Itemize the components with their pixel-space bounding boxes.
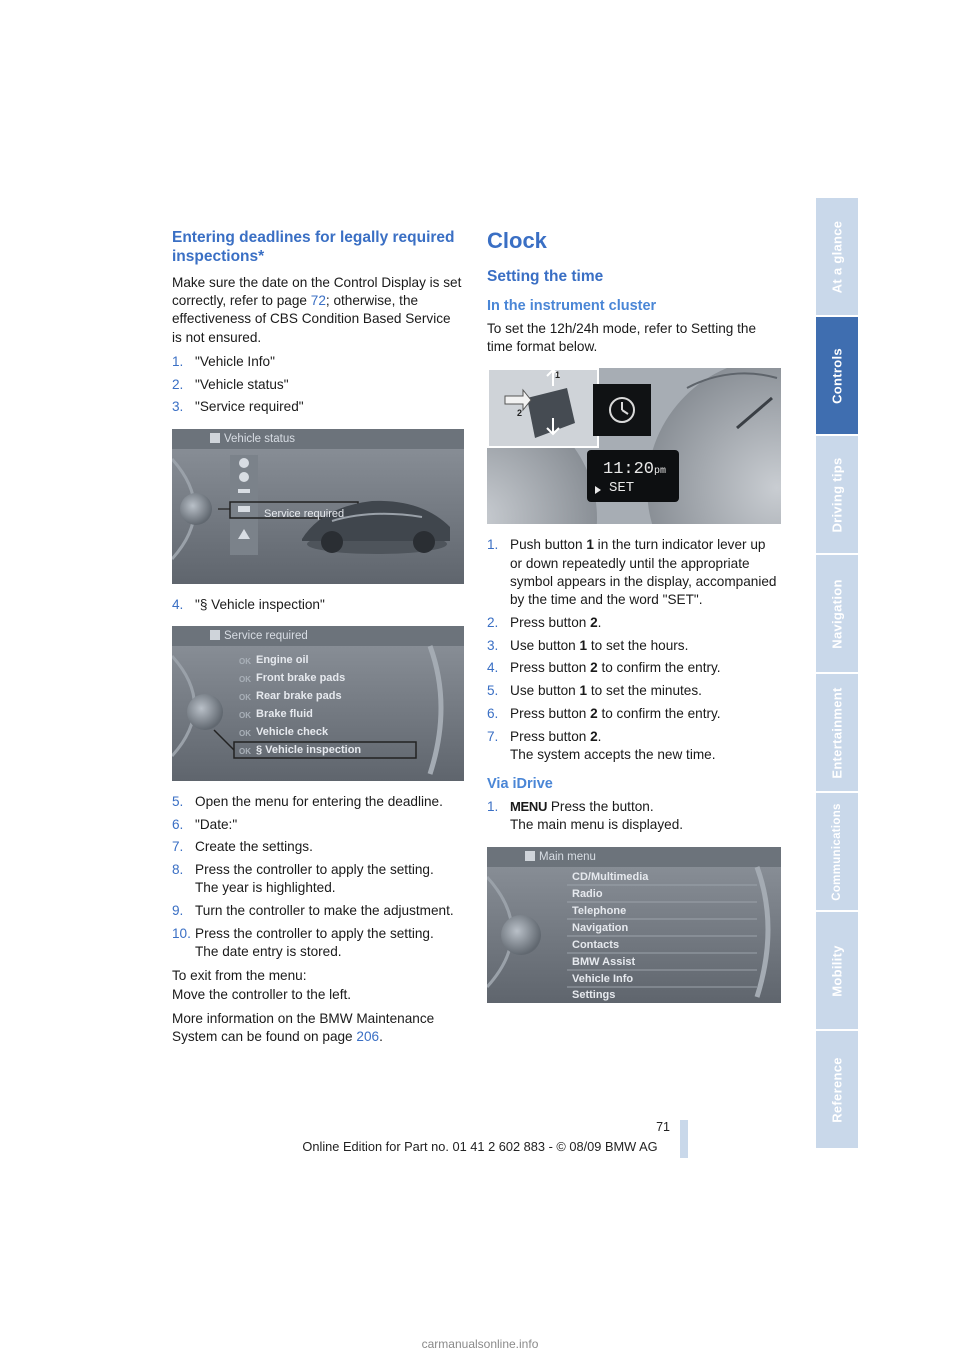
menu-item: Rear brake pads [256, 689, 342, 702]
section-heading-inspections: Entering deadlines for legally required inspections* [172, 229, 455, 265]
setting-time-heading: Setting the time [487, 268, 604, 285]
steps-list-a [172, 353, 464, 417]
service-required-screen [172, 626, 464, 781]
button-label-2: 2 [517, 408, 523, 419]
vehicle-status-graphic [172, 429, 464, 584]
more-info-paragraph: More information on the BMW Maintenance System can be found on page 206. [172, 1010, 435, 1045]
page-number: 71 [656, 1120, 670, 1134]
vehicle-status-screen [172, 429, 464, 584]
list-item: 7. Create the settings. [172, 839, 313, 855]
service-required-graphic [172, 626, 464, 781]
list-item: 6. Press button 2 to confirm the entry. [487, 706, 721, 721]
list-item: 3. "Service required" [172, 399, 304, 415]
list-item: 7. Press button 2. The system accepts the new time. [487, 728, 716, 762]
menu-item: CD/Multimedia [572, 870, 649, 883]
menu-item-selected: § Vehicle inspection [256, 743, 362, 756]
list-item: 2. Press button 2. [487, 614, 602, 630]
clock-title: Clock [487, 228, 547, 253]
ok-icon: OK [239, 692, 251, 702]
cluster-set-label: SET [609, 480, 635, 497]
tab-communications[interactable]: Communications [816, 793, 858, 912]
screen-title: Vehicle status [224, 432, 295, 445]
tab-driving-tips[interactable]: Driving tips [816, 436, 858, 555]
intro-paragraph: Make sure the date on the Control Display is set correctly, refer to page 72; otherwise, the effectiveness of CBS Condition Based Service is not ensured. [172, 275, 462, 345]
watermark-text: carmanualsonline.info [421, 1337, 539, 1351]
list-item: 4. Press button 2 to confirm the entry. [487, 660, 721, 676]
exit-paragraph: To exit from the menu: Move the controller to the left. [172, 968, 352, 1002]
menu-item: Brake fluid [256, 707, 313, 720]
screen-title: Main menu [539, 850, 596, 863]
menu-item: Engine oil [256, 653, 309, 666]
list-item: 1. "Vehicle Info" [172, 353, 275, 369]
instrument-cluster-image [487, 368, 781, 524]
ok-icon: OK [239, 728, 251, 738]
list-item: 4. "§ Vehicle inspection" [172, 596, 325, 612]
footer-text: Online Edition for Part no. 01 41 2 602 883 - © 08/09 BMW AG [302, 1139, 658, 1154]
highlighted-menu-item: Service required [264, 507, 345, 520]
page-link-72[interactable]: 72 [310, 293, 326, 309]
menu-button-icon: MENU [510, 799, 548, 815]
list-item: 3. Use button 1 to set the hours. [487, 637, 689, 653]
list-item: 6. "Date:" [172, 816, 238, 832]
list-item: 9. Turn the controller to make the adjustment. [172, 903, 454, 919]
ok-icon: OK [239, 656, 251, 666]
cluster-time-readout: 11:20pm [603, 460, 667, 480]
via-idrive-heading: Via iDrive [487, 776, 553, 793]
menu-item: Settings [572, 988, 616, 1001]
page-link-206[interactable]: 206 [356, 1029, 380, 1045]
menu-item: Vehicle check [256, 725, 329, 738]
tab-mobility[interactable]: Mobility [816, 912, 858, 1031]
list-item: 8. Press the controller to apply the setting. The year is highlighted. [172, 862, 434, 896]
menu-item: BMW Assist [572, 955, 636, 968]
idrive-steps-list [487, 798, 781, 834]
main-menu-screen [487, 847, 781, 1003]
menu-item: Front brake pads [256, 671, 346, 684]
chapter-tabs [816, 198, 858, 1150]
cluster-intro: To set the 12h/24h mode, refer to Setting the time format below. [487, 321, 757, 355]
menu-item: Vehicle Info [572, 972, 634, 985]
tab-controls[interactable]: Controls [816, 317, 858, 436]
ok-icon: OK [239, 674, 251, 684]
left-column [172, 228, 464, 1052]
tab-reference[interactable]: Reference [816, 1031, 858, 1150]
right-column [487, 228, 781, 1015]
screen-title: Service required [224, 629, 308, 642]
steps-list-b [172, 793, 464, 962]
button-label-1: 1 [555, 370, 561, 381]
list-item: 2. "Vehicle status" [172, 376, 289, 392]
list-item: 1. Push button 1 in the turn indicator lever up or down repeatedly until the appropriate symbol appears in the display, accompanied by the time and the word "SET". [487, 537, 777, 608]
list-item: 10. Press the controller to apply the setting. The date entry is stored. [172, 926, 434, 960]
ok-icon: OK [239, 710, 251, 720]
menu-item: Telephone [572, 904, 627, 917]
instrument-cluster-graphic [487, 368, 781, 524]
menu-item: Contacts [572, 938, 620, 951]
menu-item: Radio [572, 887, 603, 900]
list-item: 1. MENU Press the button. The main menu is displayed. [487, 799, 684, 833]
menu-item: Navigation [572, 921, 629, 934]
tab-entertainment[interactable]: Entertainment [816, 674, 858, 793]
instrument-cluster-heading: In the instrument cluster [487, 298, 657, 314]
list-item: 5. Use button 1 to set the minutes. [487, 683, 702, 699]
tab-at-a-glance[interactable]: At a glance [816, 198, 858, 317]
list-item: 5. Open the menu for entering the deadline. [172, 793, 443, 809]
steps-list-4 [172, 596, 464, 614]
cluster-steps-list [487, 536, 781, 764]
ok-icon: OK [239, 746, 251, 756]
tab-navigation[interactable]: Navigation [816, 555, 858, 674]
